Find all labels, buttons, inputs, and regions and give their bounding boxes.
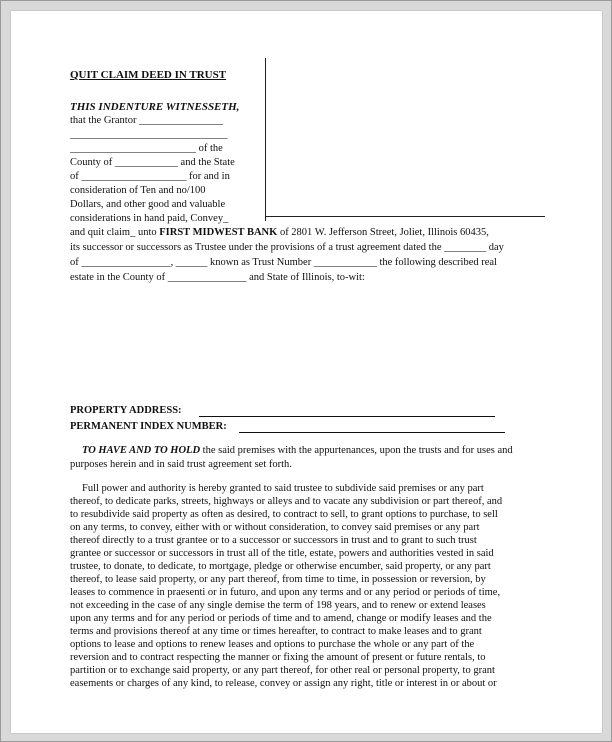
powers-line: to resubdivide said property as often as desired, to contract to sell, to grant options to purchase, to sell: [70, 509, 498, 520]
powers-line: on any terms, to convey, either with or without consideration, to convey said premises or any part: [70, 522, 480, 533]
grantor-of-line: ________________________ of the: [70, 143, 223, 154]
trustee-line-3: estate in the County of _______________ and State of Illinois, to-wit:: [70, 272, 365, 283]
quit-claim-line: [70, 227, 489, 239]
indenture-heading: THIS INDENTURE WITNESSETH,: [70, 101, 240, 113]
powers-line: terms and provisions thereof at any time or times hereafter, to contract to make leases and to grant: [70, 626, 482, 637]
grantor-line: that the Grantor ________________: [70, 115, 224, 126]
habendum-line-1: [82, 445, 513, 457]
powers-line: trustee, to donate, to dedicate, to mortgage, pledge or otherwise encumber, said property, or any part: [70, 561, 491, 572]
recorder-box-bottom-border: [265, 216, 545, 217]
powers-line: thereof, to lease said property, or any part thereof, from time to time, in possession or reversion, by: [70, 574, 486, 585]
habendum-text: the said premises with the appurtenances, upon the trusts and for uses and: [200, 445, 513, 456]
consideration-line: consideration of Ten and no/100: [70, 185, 206, 196]
dollars-line: Dollars, and other good and valuable: [70, 199, 226, 210]
powers-line: reversion and to contract respecting the manner or fixing the amount of present or future rentals, to: [70, 652, 486, 663]
powers-line: leases to commence in praesenti or in futuro, and upon any terms and or any period or periods of time,: [70, 587, 501, 598]
trustee-line-1: its successor or successors as Trustee under the provisions of a trust agreement dated the ________ day: [70, 242, 504, 253]
powers-line: options to lease and options to renew leases and options to purchase the whole or any part of the: [70, 639, 475, 650]
convey-line: considerations in hand paid, Convey_: [70, 213, 229, 224]
quit-claim-prefix: and quit claim_ unto: [70, 227, 160, 238]
bank-name: FIRST MIDWEST BANK: [159, 227, 278, 238]
powers-line: upon any terms and for any period or periods of time and to amend, change or modify leases and the: [70, 613, 492, 624]
powers-line: not exceeding in the case of any single demise the term of 198 years, and to renew or extend leases: [70, 600, 486, 611]
powers-line: thereof, to dedicate parks, streets, highways or alleys and to vacate any subdivision or part thereof, and: [70, 496, 503, 507]
powers-line: thereof directly to a trust grantee or to a successor or successors in trust and to grant to such trust: [70, 535, 477, 546]
property-address-field: [199, 406, 495, 417]
pin-label: PERMANENT INDEX NUMBER:: [70, 421, 227, 432]
habendum-line-2: purposes herein and in said trust agreement set forth.: [70, 459, 292, 470]
grantor-blank-line: ______________________________: [70, 129, 228, 140]
habendum-lead: TO HAVE AND TO HOLD: [82, 445, 201, 456]
document-page: [11, 11, 602, 733]
county-line: County of ____________ and the State: [70, 157, 235, 168]
state-line: of ____________________ for and in: [70, 171, 230, 182]
pin-field: [239, 422, 505, 433]
property-address-label: PROPERTY ADDRESS:: [70, 405, 182, 416]
deed-title: QUIT CLAIM DEED IN TRUST: [70, 69, 227, 81]
powers-line: partition or to exchange said property, or any part thereof, for other real or personal property, to grant: [70, 665, 495, 676]
powers-line: grantee or successor or successors in trust all of the title, estate, powers and authorities vested in said: [70, 548, 494, 559]
bank-address: of 2801 W. Jefferson Street, Joliet, Illinois 60435,: [277, 227, 489, 238]
powers-line: easements or charges of any kind, to release, convey or assign any right, title or interest in or about or: [70, 678, 497, 689]
trustee-line-2: of _________________, ______ known as Trust Number ____________ the following described real: [70, 257, 497, 268]
powers-line: Full power and authority is hereby granted to said trustee to subdivide said premises or any part: [82, 483, 484, 494]
